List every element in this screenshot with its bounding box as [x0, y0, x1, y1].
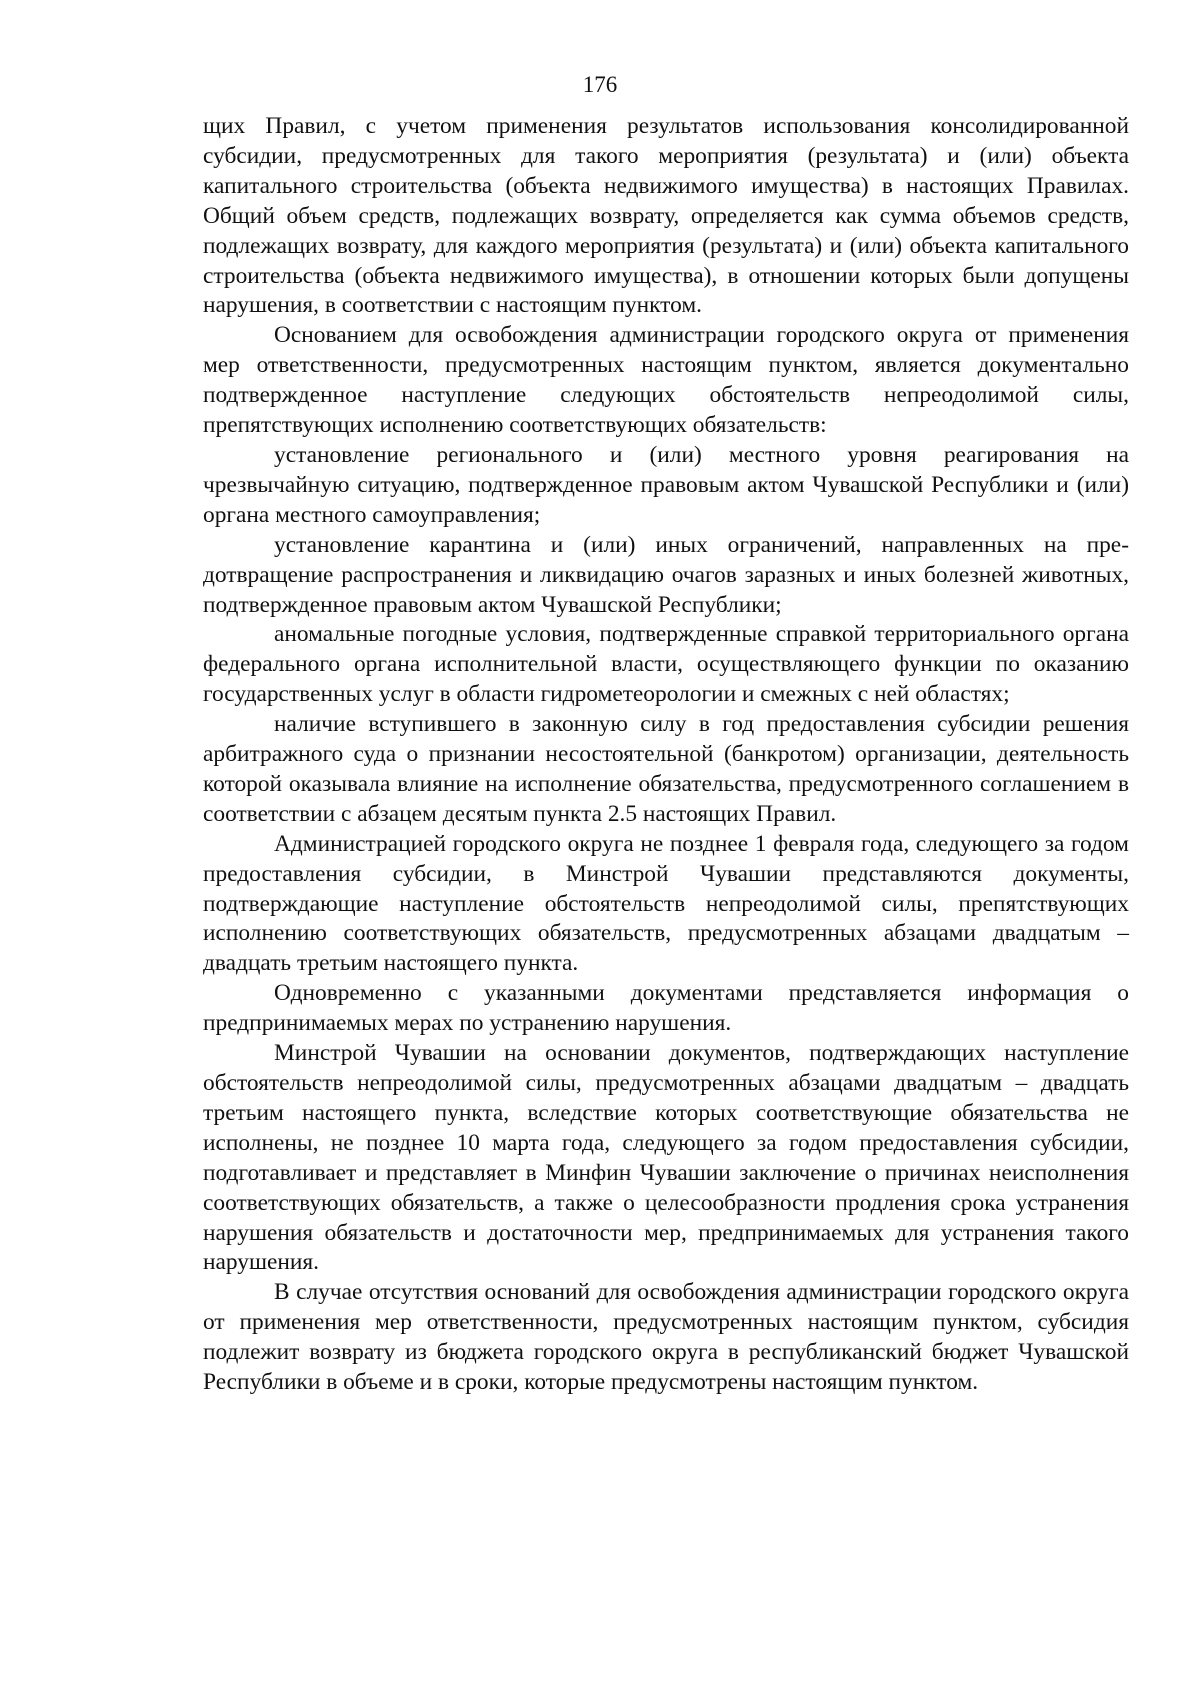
paragraph-quarantine: установление карантина и (или) иных ограничений, направленных на предотвращение распространения и ликвидацию очагов заразных и иных болезней животных, подтвержденное правовым актом Чувашской Республики; [203, 531, 1129, 618]
paragraph-ministry-conclusion: Минстрой Чувашии на основании документов, подтверждающих наступление обстоятельств непреодолимой силы, предусмотренных абзацами двадцатым – двадцать третьим настоящего пункта, вследствие которых соответствующие обязательства не исполнены, не позднее 10 марта года, следующего за годом предоставления субсидии, подготавливает и представляет в Минфин Чувашии заключение о причинах неисполнения соответствующих обязательств, а также о целесообразности продления срока устранения нарушения обязательств и достаточности мер, предпринимаемых для устранения такого нарушения. [203, 1040, 1129, 1276]
paragraph-measures-information: Одновременно с указанными документами представляется информация о предпринимаемых мерах по устранению нарушения. [203, 980, 1129, 1037]
paragraph-weather-conditions: аномальные погодные условия, подтвержденные справкой территориального органа федерального органа исполнительной власти, осуществляющего функции по оказанию государственных услуг в области гидрометеорологии и смежных с ней областях; [203, 621, 1129, 708]
paragraph-emergency-response: установление регионального и (или) местного уровня реагирования на чрезвычайную ситуацию, подтвержденное правовым актом Чувашской Республики и (или) органа местного самоуправления; [203, 441, 1129, 528]
paragraph-document-submission: Администрацией городского округа не позднее 1 февраля года, следующего за годом предоставления субсидии, в Минстрой Чувашии представляются документы, подтверждающие наступление обстоятельств непреодолимой силы, препятствующих исполнению соответствующих обязательств, предусмотренных абзацами двадцатым – двадцать третьим настоящего пункта. [203, 830, 1129, 977]
paragraph-release-grounds: Основанием для освобождения администрации городского округа от применения мер ответственности, предусмотренных настоящим пунктом, является документально подтвержденное наступление следующих обстоятельств непреодолимой силы, препятствующих исполнению соответствующих обязательств: [203, 322, 1129, 439]
paragraph-continuation: щих Правил, с учетом применения результатов использования консолидированной субсидии, предусмотренных для такого мероприятия (результата) и (или) объекта капитального строительства (объекта недвижимого имущества) в настоящих Правилах. Общий объем средств, подлежащих возврату, определяется как сумма объемов средств, подлежащих возврату, для каждого мероприятия (результата) и (или) объекта капитального строительства (объекта недвижимого имущества), в отношении которых были допущены нарушения, в соответствии с настоящим пунктом. [203, 113, 1129, 319]
page-number: 176 [582, 72, 618, 97]
paragraph-bankruptcy-decision: наличие вступившего в законную силу в год предоставления субсидии решения арбитражного суда о признании несостоятельной (банкротом) организации, деятельность которой оказывала влияние на исполнение обязательства, предусмотренного соглашением в соответствии с абзацем десятым пункта 2.5 настоящих Правил. [203, 711, 1129, 827]
paragraph-subsidy-return: В случае отсутствия оснований для освобождения администрации городского округа от применения мер ответственности, предусмотренных настоящим пунктом, субсидия подлежит возврату из бюджета городского округа в республиканский бюджет Чувашской Республики в объеме и в сроки, которые предусмотрены настоящим пунктом. [203, 1279, 1129, 1396]
document-body [203, 112, 1129, 1398]
